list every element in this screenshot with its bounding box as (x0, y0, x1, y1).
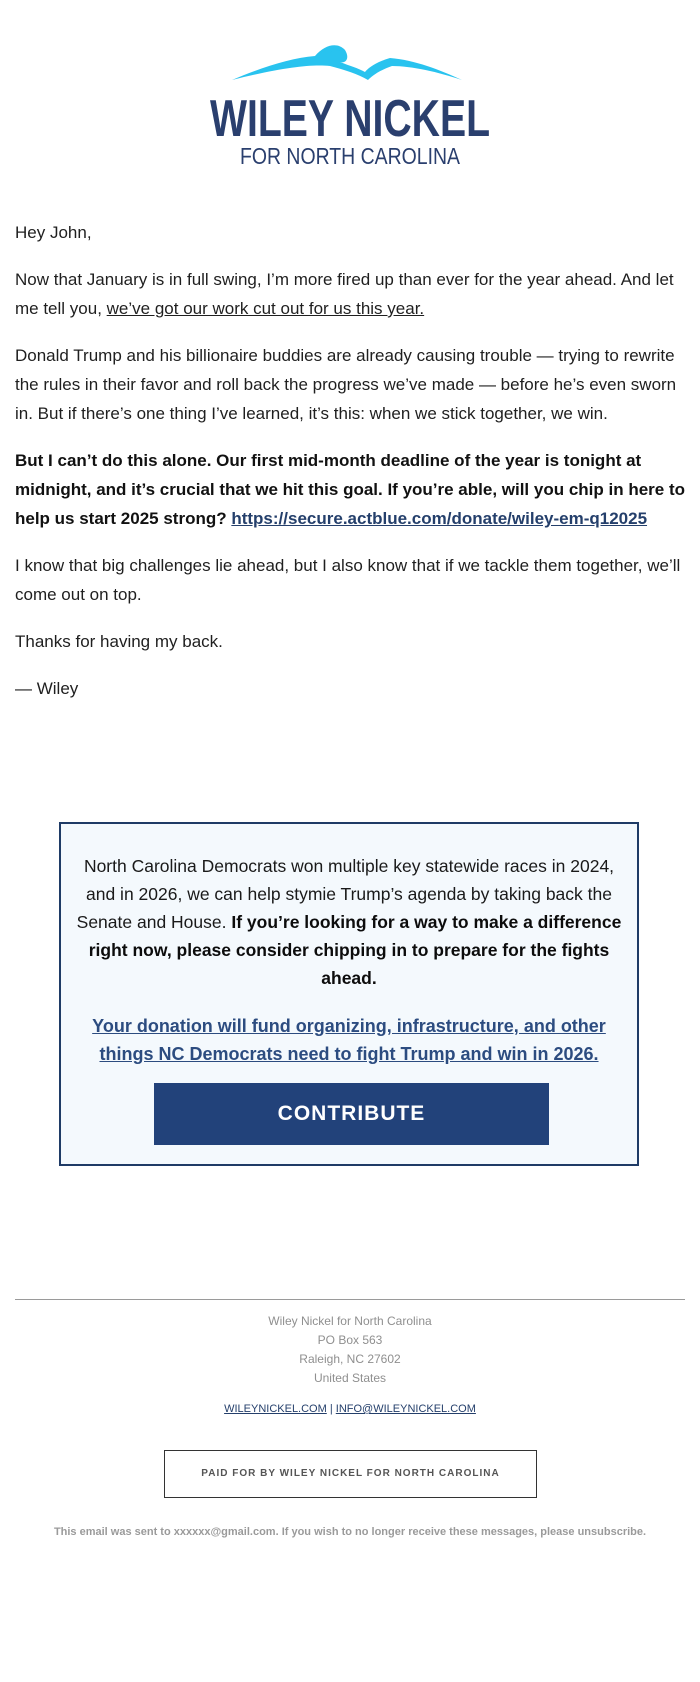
footer-divider (15, 1299, 685, 1300)
address-org: Wiley Nickel for North Carolina (268, 1314, 432, 1328)
address-po-box: PO Box 563 (317, 1333, 383, 1347)
contribute-button[interactable]: CONTRIBUTE (154, 1083, 549, 1145)
logo-subtitle: FOR NORTH CAROLINA (240, 143, 461, 169)
donation-box-bold: If you’re looking for a way to make a difference right now, please consider chipping in to prepare for the fights ahead. (88, 912, 622, 988)
paragraph-5: Thanks for having my back. (15, 632, 223, 651)
paragraph-1 (15, 265, 685, 323)
paragraph-3-bold: But I can’t do this alone. Our first mid-month deadline of the year is tonight at midnight, and it’s crucial that we hit this goal. If you’re able, will you chip in here to help us start 2025 strong? (15, 451, 686, 528)
logo-mountain-icon (200, 38, 500, 173)
paid-for-disclaimer: PAID FOR BY WILEY NICKEL FOR NORTH CAROLINA (164, 1450, 537, 1498)
signoff: — Wiley (15, 679, 79, 698)
email-link[interactable]: INFO@WILEYNICKEL.COM (335, 1403, 476, 1415)
paragraph-1-underlined: we’ve got our work cut out for us this year. (106, 299, 425, 318)
donation-box-text (69, 852, 629, 992)
paragraph-3 (15, 446, 685, 533)
address-country: United States (313, 1371, 387, 1385)
paragraph-1-text: Now that January is in full swing, I’m more fired up than ever for the year ahead. And let me tell you, (15, 270, 674, 318)
paragraph-2: Donald Trump and his billionaire buddies are already causing trouble — trying to rewrite the rules in their favor and roll back the progress we’ve made — before he’s even sworn in. But if there’s one thing I’ve learned, it’s this: when we stick together, we win. (15, 346, 677, 423)
campaign-logo (0, 38, 700, 188)
link-separator: | (329, 1403, 333, 1415)
donate-link[interactable]: https://secure.actblue.com/donate/wiley-em-q12025 (231, 509, 648, 528)
paragraph-4: I know that big challenges lie ahead, but I also know that if we tackle them together, we’ll come out on top. (15, 556, 681, 604)
donation-box (59, 822, 639, 1166)
donation-box-plain: North Carolina Democrats won multiple key statewide races in 2024, and in 2026, we can help stymie Trump’s agenda by taking back the Senate and House. (76, 856, 615, 932)
website-link[interactable]: WILEYNICKEL.COM (224, 1403, 327, 1415)
mailing-address (0, 1312, 700, 1388)
address-city: Raleigh, NC 27602 (299, 1352, 401, 1366)
logo-name: WILEY NICKEL (210, 90, 490, 148)
footer-links (0, 1403, 700, 1415)
unsubscribe-notice[interactable]: This email was sent to xxxxxx@gmail.com. If you wish to no longer receive these messages, please unsubscribe. (53, 1526, 647, 1538)
donation-fund-link[interactable]: Your donation will fund organizing, infrastructure, and other things NC Democrats need to fight Trump and win in 2026. (92, 1016, 606, 1064)
greeting: Hey John, (15, 223, 92, 242)
letter-body (15, 218, 685, 721)
